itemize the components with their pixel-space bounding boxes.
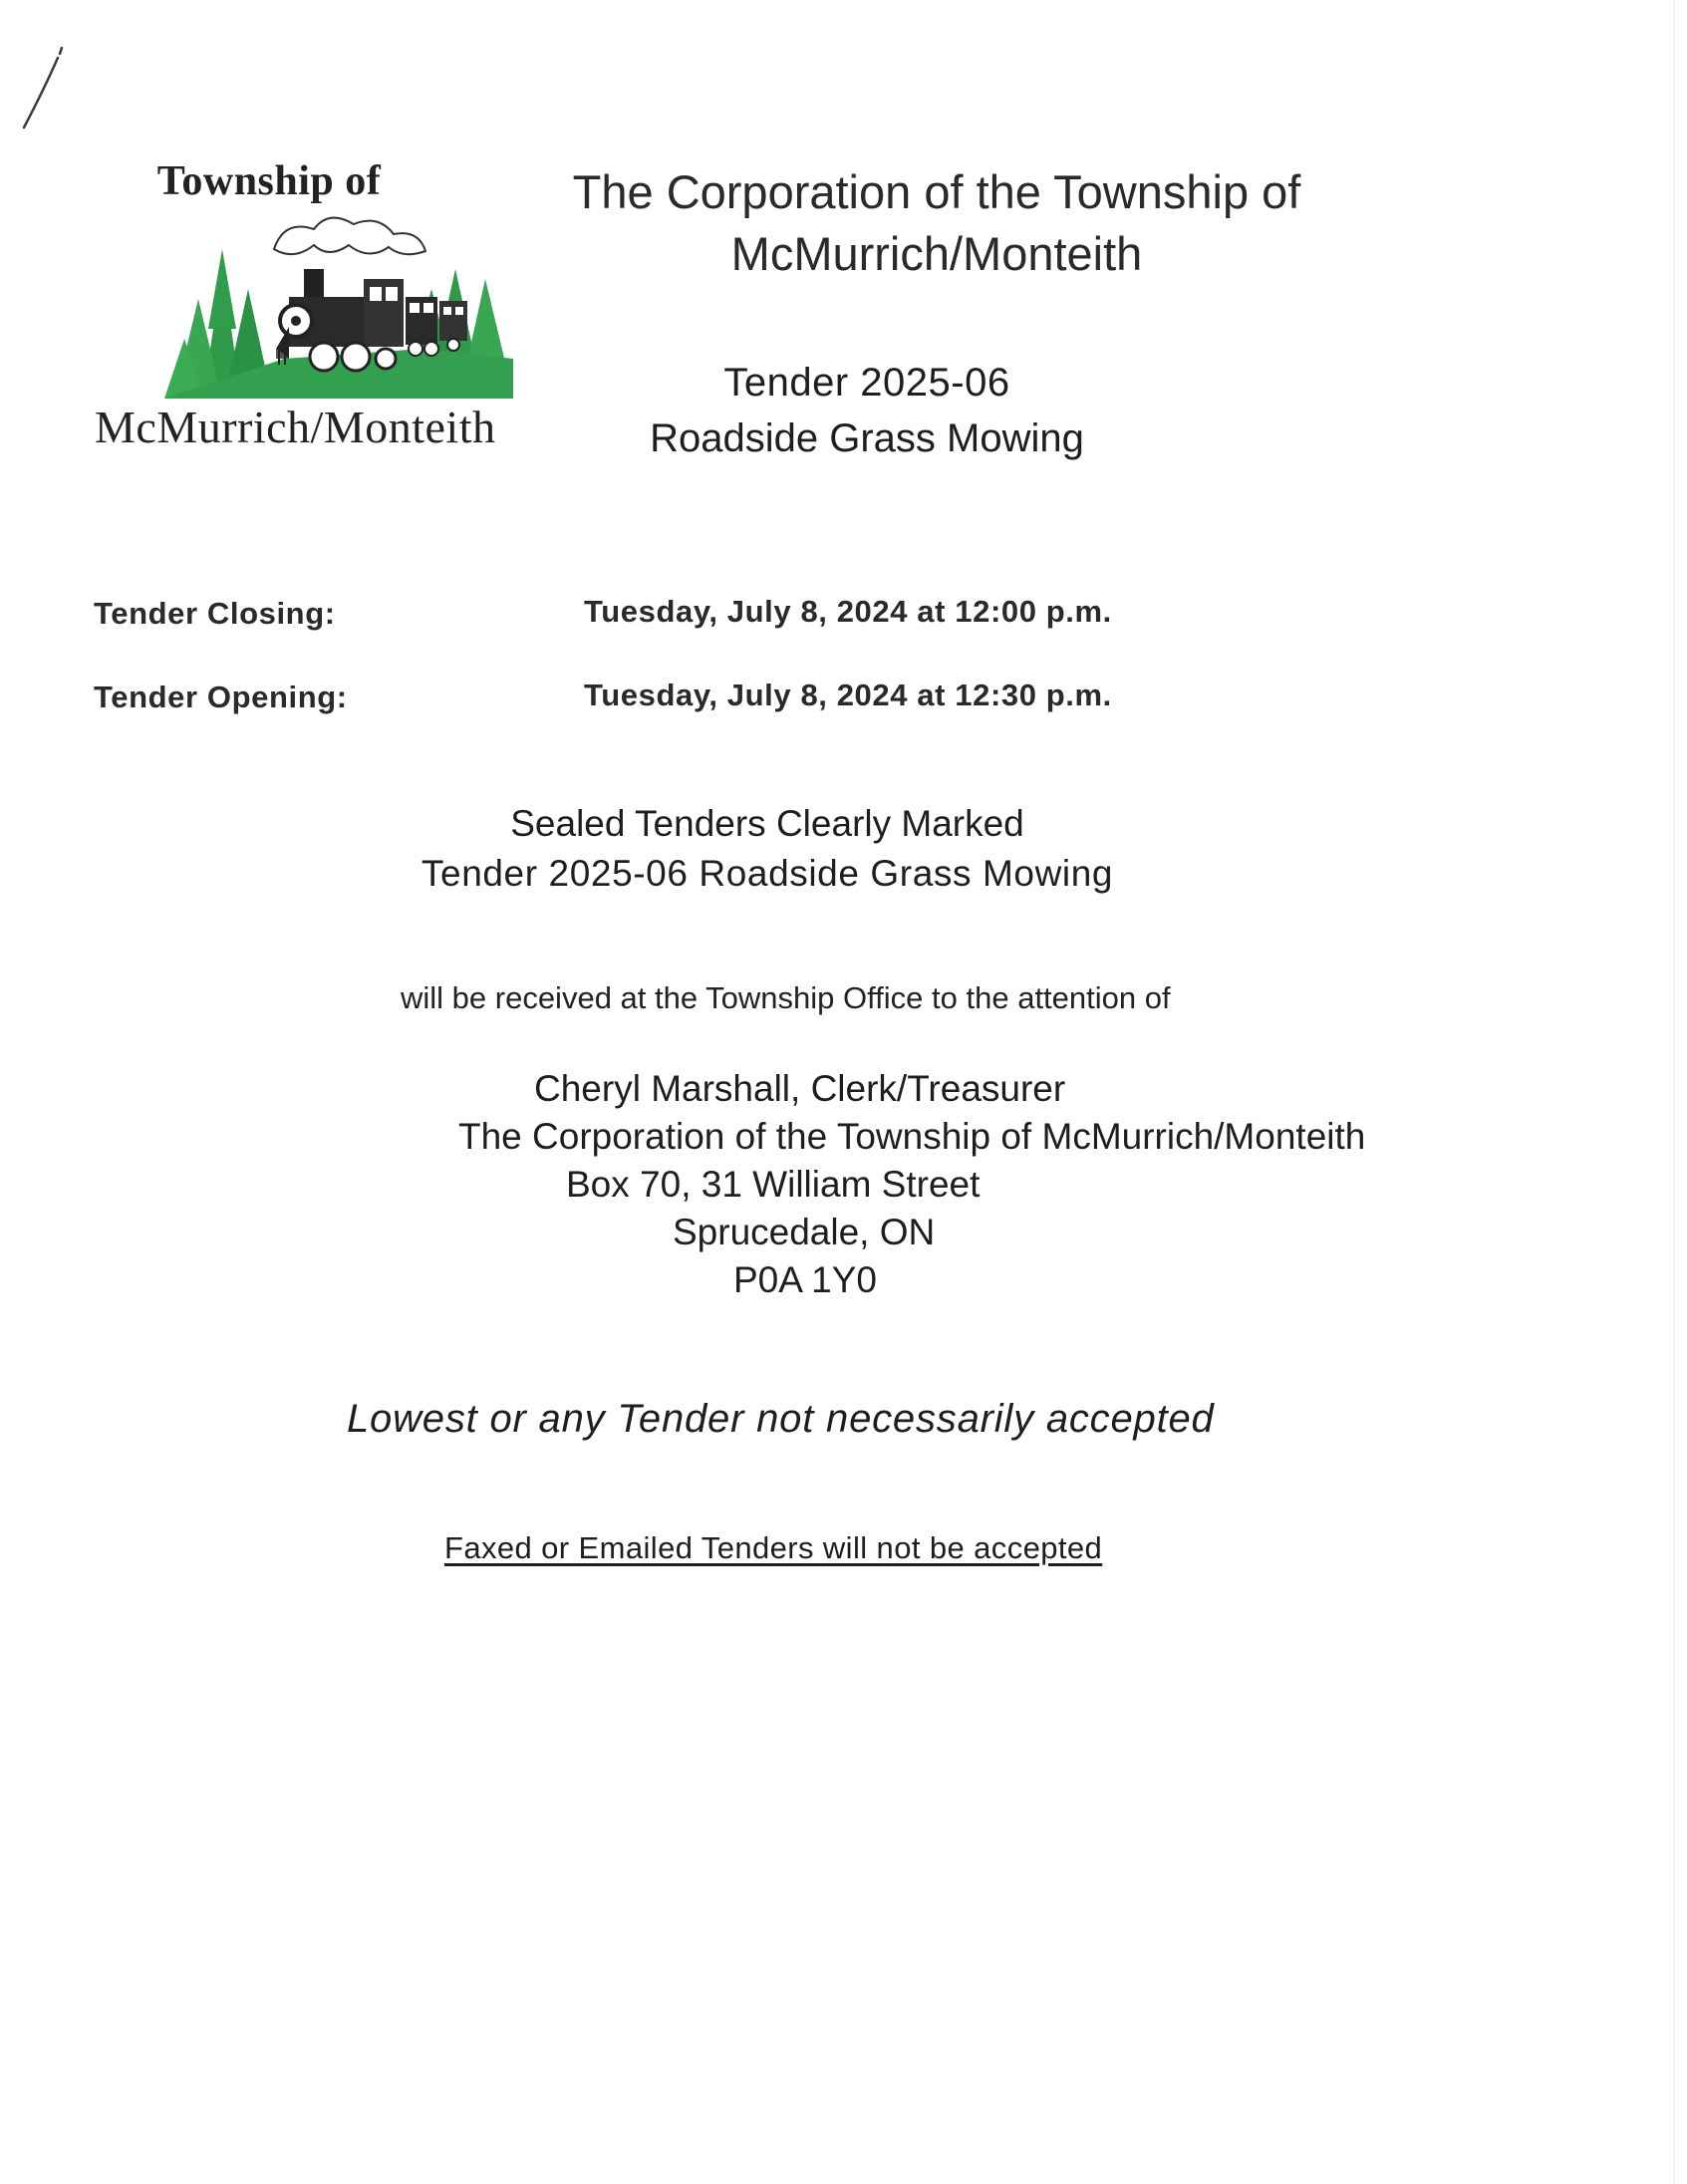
acceptance-disclaimer: Lowest or any Tender not necessarily accepted [347, 1397, 1215, 1441]
header-title-line-1: The Corporation of the Township of [572, 165, 1301, 218]
opening-label: Tender Opening: [94, 680, 348, 714]
closing-date: Tuesday, July 8, 2024 at 12:00 p.m. [584, 594, 1112, 629]
logo-top-text: Township of [156, 158, 382, 204]
logo-bottom-text: McMurrich/Monteith [95, 402, 496, 452]
fax-email-notice: Faxed or Emailed Tenders will not be accepted [444, 1530, 1103, 1565]
opening-date: Tuesday, July 8, 2024 at 12:30 p.m. [584, 678, 1112, 712]
scan-page-edge [1673, 0, 1675, 2184]
address-organization: The Corporation of the Township of McMurrich/Monteith [458, 1116, 1366, 1157]
closing-label: Tender Closing: [94, 596, 336, 631]
tender-name: Roadside Grass Mowing [650, 416, 1084, 460]
received-instruction: will be received at the Township Office to the attention of [401, 980, 1171, 1015]
address-postal-code: P0A 1Y0 [733, 1259, 878, 1300]
sealed-tender-instructions [339, 799, 1196, 899]
address-city: Sprucedale, ON [673, 1212, 936, 1252]
pen-slash-mark [18, 44, 78, 134]
address-street: Box 70, 31 William Street [566, 1164, 981, 1205]
document-header-title [508, 161, 1365, 285]
address-contact: Cheryl Marshall, Clerk/Treasurer [534, 1068, 1066, 1109]
tender-number: Tender 2025-06 [723, 361, 1010, 405]
steam-train-with-pine-trees-icon [164, 209, 513, 399]
sealed-line-1: Sealed Tenders Clearly Marked [510, 803, 1024, 844]
header-title-line-2: McMurrich/Monteith [730, 227, 1143, 280]
sealed-line-2: Tender 2025-06 Roadside Grass Mowing [421, 853, 1114, 894]
tender-heading [528, 355, 1206, 466]
